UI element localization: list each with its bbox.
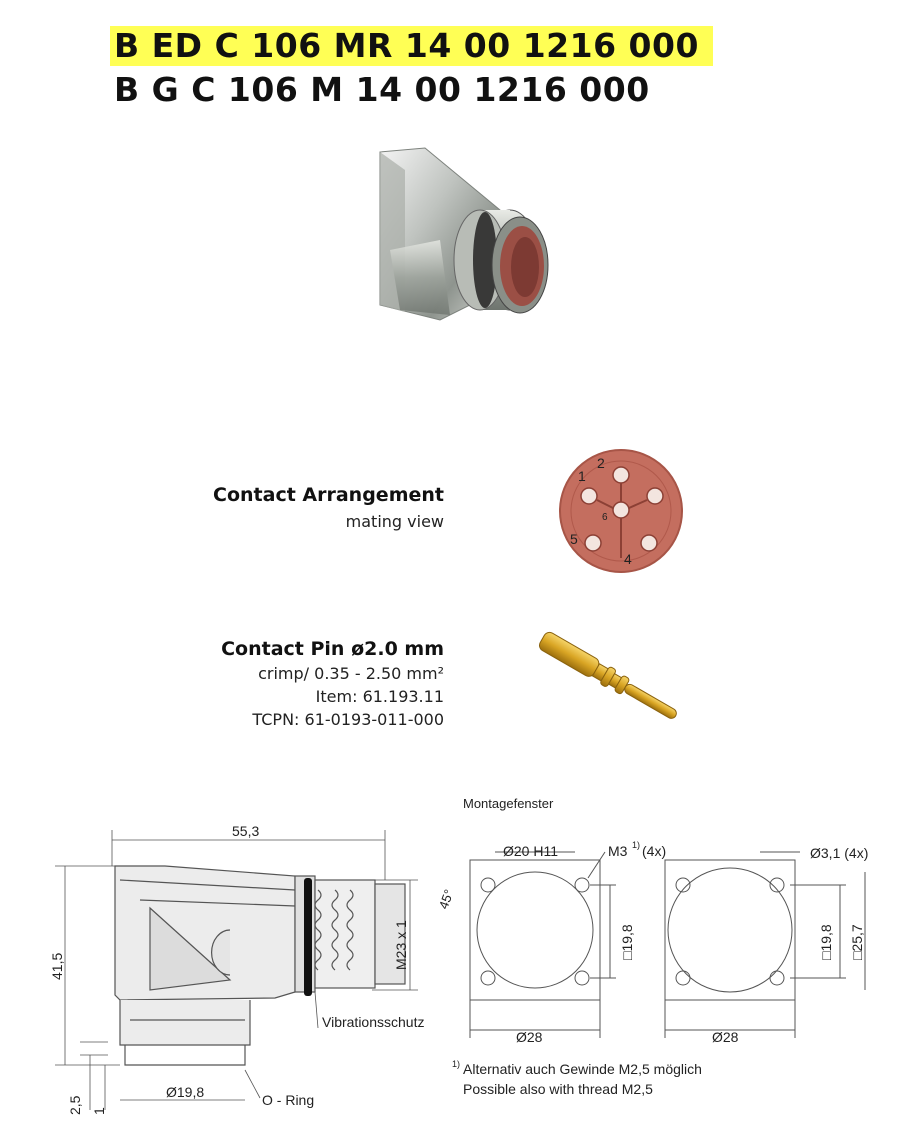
montagefenster-label: Montagefenster xyxy=(463,796,554,811)
dim-3-1: Ø3,1 (4x) xyxy=(810,845,869,861)
dim-hole: Ø20 H11 xyxy=(503,843,558,859)
technical-drawing xyxy=(0,780,907,1135)
footnote-mark: 1) xyxy=(452,1059,461,1069)
dim-thread: M23 x 1 xyxy=(393,920,409,970)
contact-pin-title: Contact Pin ø2.0 mm xyxy=(221,638,444,660)
angle-45: 45° xyxy=(435,887,457,912)
square-25-7: □25,7 xyxy=(849,924,865,960)
dim-m3-sup: 1) xyxy=(632,840,641,850)
dim-base-dia: Ø19,8 xyxy=(166,1084,205,1100)
dim-height: 41,5 xyxy=(49,952,65,980)
square-19-8-right: □19,8 xyxy=(818,924,834,960)
contact-pin-item: Item: 61.193.11 xyxy=(315,687,444,706)
dia-28-right: Ø28 xyxy=(712,1029,739,1045)
vibrationsschutz-label: Vibrationsschutz xyxy=(322,1014,425,1030)
contact-arrangement-subtitle: mating view xyxy=(345,512,444,531)
dia-28-left: Ø28 xyxy=(516,1029,543,1045)
pin-number-5: 5 xyxy=(570,531,578,547)
pin-number-1: 1 xyxy=(578,468,586,484)
contact-arrangement-diagram xyxy=(552,448,692,578)
square-19-8-left: □19,8 xyxy=(619,924,635,960)
connector-photo xyxy=(350,140,570,340)
pin-number-6: 6 xyxy=(602,512,608,523)
pin-number-4: 4 xyxy=(624,551,632,567)
dim-length: 55,3 xyxy=(232,823,260,839)
footnote-de: Alternativ auch Gewinde M2,5 möglich xyxy=(463,1061,702,1077)
dim-1: 1 xyxy=(91,1107,107,1115)
contact-pin-image xyxy=(538,626,708,736)
part-number-highlighted: B ED C 106 MR 14 00 1216 000 xyxy=(110,26,713,66)
footnote-en: Possible also with thread M2,5 xyxy=(463,1081,653,1097)
dim-4x: (4x) xyxy=(642,843,667,859)
contact-arrangement-title: Contact Arrangement xyxy=(213,484,444,506)
dim-m3: M3 xyxy=(608,843,628,859)
part-number: B G C 106 M 14 00 1216 000 xyxy=(114,70,650,109)
dim-2-5: 2,5 xyxy=(67,1095,83,1115)
pin-number-2: 2 xyxy=(597,455,605,471)
contact-pin-tcpn: TCPN: 61-0193-011-000 xyxy=(252,710,444,729)
contact-pin-crimp: crimp/ 0.35 - 2.50 mm² xyxy=(258,664,444,683)
o-ring-label: O - Ring xyxy=(262,1092,315,1108)
